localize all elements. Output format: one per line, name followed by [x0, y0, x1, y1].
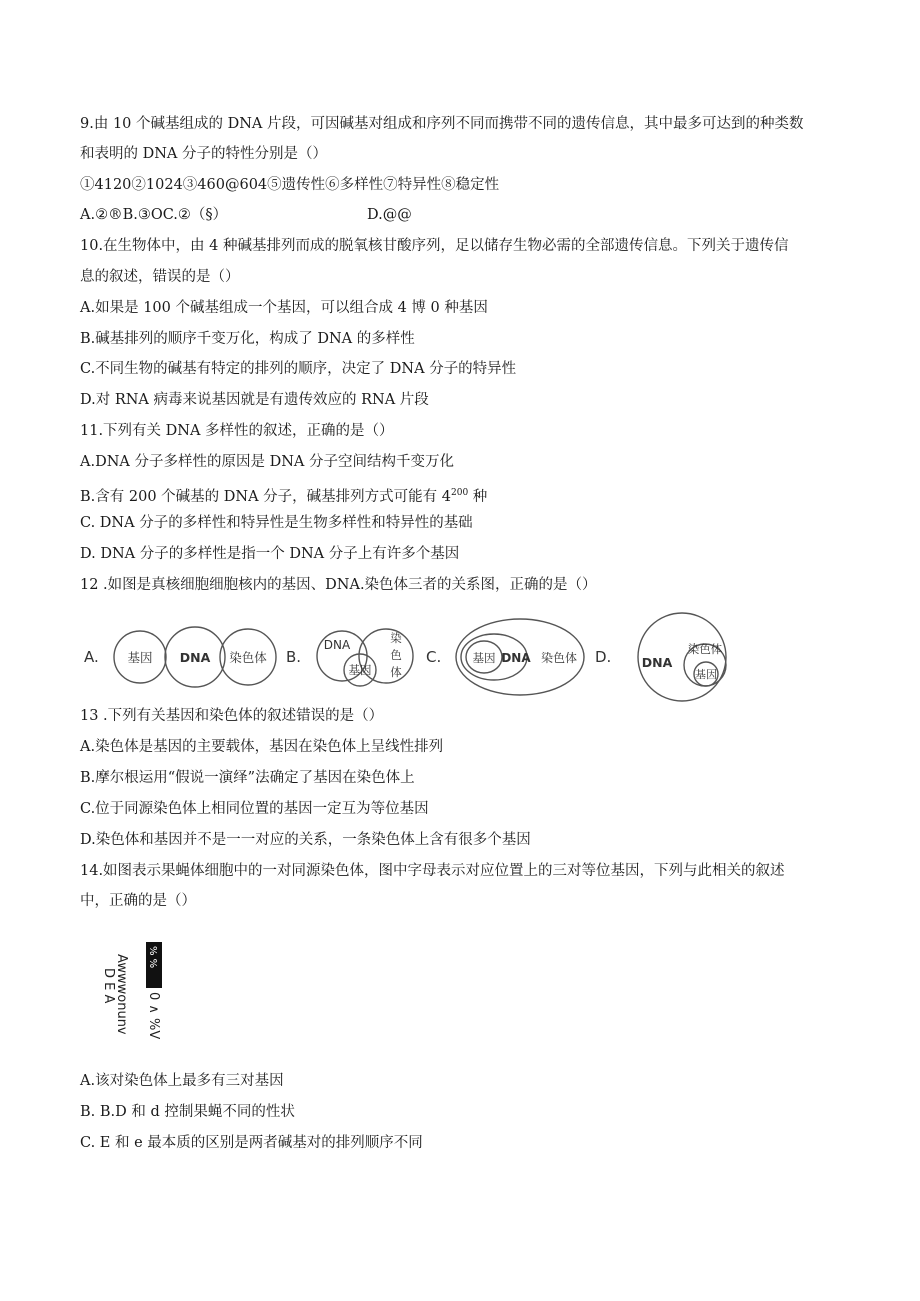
q12-option-d-diagram	[638, 613, 726, 701]
q14-stem-line2: 中，正确的是（）	[80, 893, 196, 909]
q12-venn-diagrams	[80, 612, 760, 704]
q10-stem-line2: 息的叙述，错误的是（）	[80, 269, 240, 285]
q12-d-dna-label: DNA	[641, 655, 673, 670]
q14-chromosome-figure	[101, 940, 188, 1050]
q12-venn-svg	[80, 612, 760, 704]
q13-option-b: B.摩尔根运用“假说一演绎”法确定了基因在染色体上	[80, 770, 415, 786]
q12-option-c-diagram	[456, 619, 584, 695]
q11-option-c: C. DNA 分子的多样性和特异性是生物多样性和特异性的基础	[80, 515, 473, 531]
q14-fig-text-4: % %	[147, 946, 158, 969]
q12-option-a-diagram	[114, 627, 276, 687]
q12-c-gene-label: 基因	[472, 651, 496, 665]
q12-b-chr-char1: 染	[390, 631, 402, 645]
q12-c-dna-label: DNA	[501, 651, 531, 665]
q13-stem: 13 .下列有关基因和染色体的叙述错误的是（）	[80, 708, 384, 724]
q14-option-c: C. E 和 e 最本质的区别是两者碱基对的排列顺序不同	[80, 1135, 423, 1151]
q12-d-gene-label: 基因	[695, 668, 717, 681]
q11-option-b-tail: 种	[468, 489, 488, 505]
q13-option-c: C.位于同源染色体上相同位置的基因一定互为等位基因	[80, 801, 429, 817]
q10-option-d: D.对 RNA 病毒来说基因就是有遗传效应的 RNA 片段	[80, 392, 429, 408]
q9-choice-d: D.@@	[367, 207, 412, 223]
q14-fig-text-2: D E A	[101, 968, 116, 1004]
q14-option-a: A.该对染色体上最多有三对基因	[80, 1073, 284, 1089]
q12-stem: 12 .如图是真核细胞细胞核内的基因、DNA.染色体三者的关系图，正确的是（）	[80, 577, 597, 593]
q11-option-b-text: B.含有 200 个碱基的 DNA 分子，碱基排列方式可能有 4	[80, 489, 451, 505]
q14-option-b: B. B.D 和 d 控制果蝇不同的性状	[80, 1104, 295, 1120]
q9-choices-abc: A.②®B.③OC.②（§）	[80, 207, 228, 223]
q11-option-b	[80, 483, 487, 507]
q12-label-c: C.	[426, 648, 442, 666]
q14-fig-text-1: Awwwonunv	[114, 954, 129, 1035]
q14-chromosome-svg	[101, 940, 188, 1050]
q12-label-d: D.	[595, 648, 612, 666]
q11-option-a: A.DNA 分子多样性的原因是 DNA 分子空间结构千变万化	[80, 454, 454, 470]
q14-stem-line1: 14.如图表示果蝇体细胞中的一对同源染色体，图中字母表示对应位置上的三对等位基因，下列与此相关的叙述	[80, 863, 785, 879]
q12-d-chromosome-label: 染色体	[687, 642, 723, 656]
q13-option-a: A.染色体是基因的主要载体，基因在染色体上呈线性排列	[80, 739, 444, 755]
q11-stem: 11.下列有关 DNA 多样性的叙述，正确的是（）	[80, 423, 394, 439]
q9-options: ①4120②1024③460@604⑤遗传性⑥多样性⑦特异性⑧稳定性	[80, 177, 500, 193]
q12-b-chr-char3: 体	[390, 665, 402, 679]
q10-option-a: A.如果是 100 个碱基组成一个基因，可以组合成 4 博 0 种基因	[80, 300, 488, 316]
q11-option-d: D. DNA 分子的多样性是指一个 DNA 分子上有许多个基因	[80, 546, 460, 562]
q12-b-dna-label: DNA	[323, 638, 351, 652]
q13-option-d: D.染色体和基因并不是一一对应的关系，一条染色体上含有很多个基因	[80, 832, 531, 848]
q12-option-b-diagram	[317, 629, 413, 686]
q12-label-b: B.	[286, 648, 302, 666]
q12-c-chromosome-label: 染色体	[540, 651, 578, 665]
q10-option-c: C.不同生物的碱基有特定的排列的顺序，决定了 DNA 分子的特异性	[80, 361, 517, 377]
q12-a-chromosome-label: 染色体	[229, 650, 267, 665]
q12-label-a: A.	[84, 648, 99, 666]
q12-a-gene-label: 基因	[127, 650, 153, 665]
q12-b-chr-char2: 色	[390, 648, 402, 662]
q9-stem-line1: 9.由 10 个碱基组成的 DNA 片段，可因碱基对组成和序列不同而携带不同的遗传信息，其中最多可达到的种类数	[80, 116, 804, 132]
q14-fig-text-3: 0 ∧ %V	[146, 992, 161, 1040]
q12-b-gene-label: 基因	[348, 663, 372, 677]
q10-option-b: B.碱基排列的顺序千变万化，构成了 DNA 的多样性	[80, 331, 415, 347]
q9-stem-line2: 和表明的 DNA 分子的特性分别是（）	[80, 146, 328, 162]
q10-stem-line1: 10.在生物体中，由 4 种碱基排列而成的脱氧核甘酸序列，足以储存生物必需的全部遗传信息。下列关于遗传信	[80, 238, 789, 254]
q11-option-b-exponent: 200	[451, 488, 469, 498]
q12-a-dna-label: DNA	[179, 650, 211, 665]
